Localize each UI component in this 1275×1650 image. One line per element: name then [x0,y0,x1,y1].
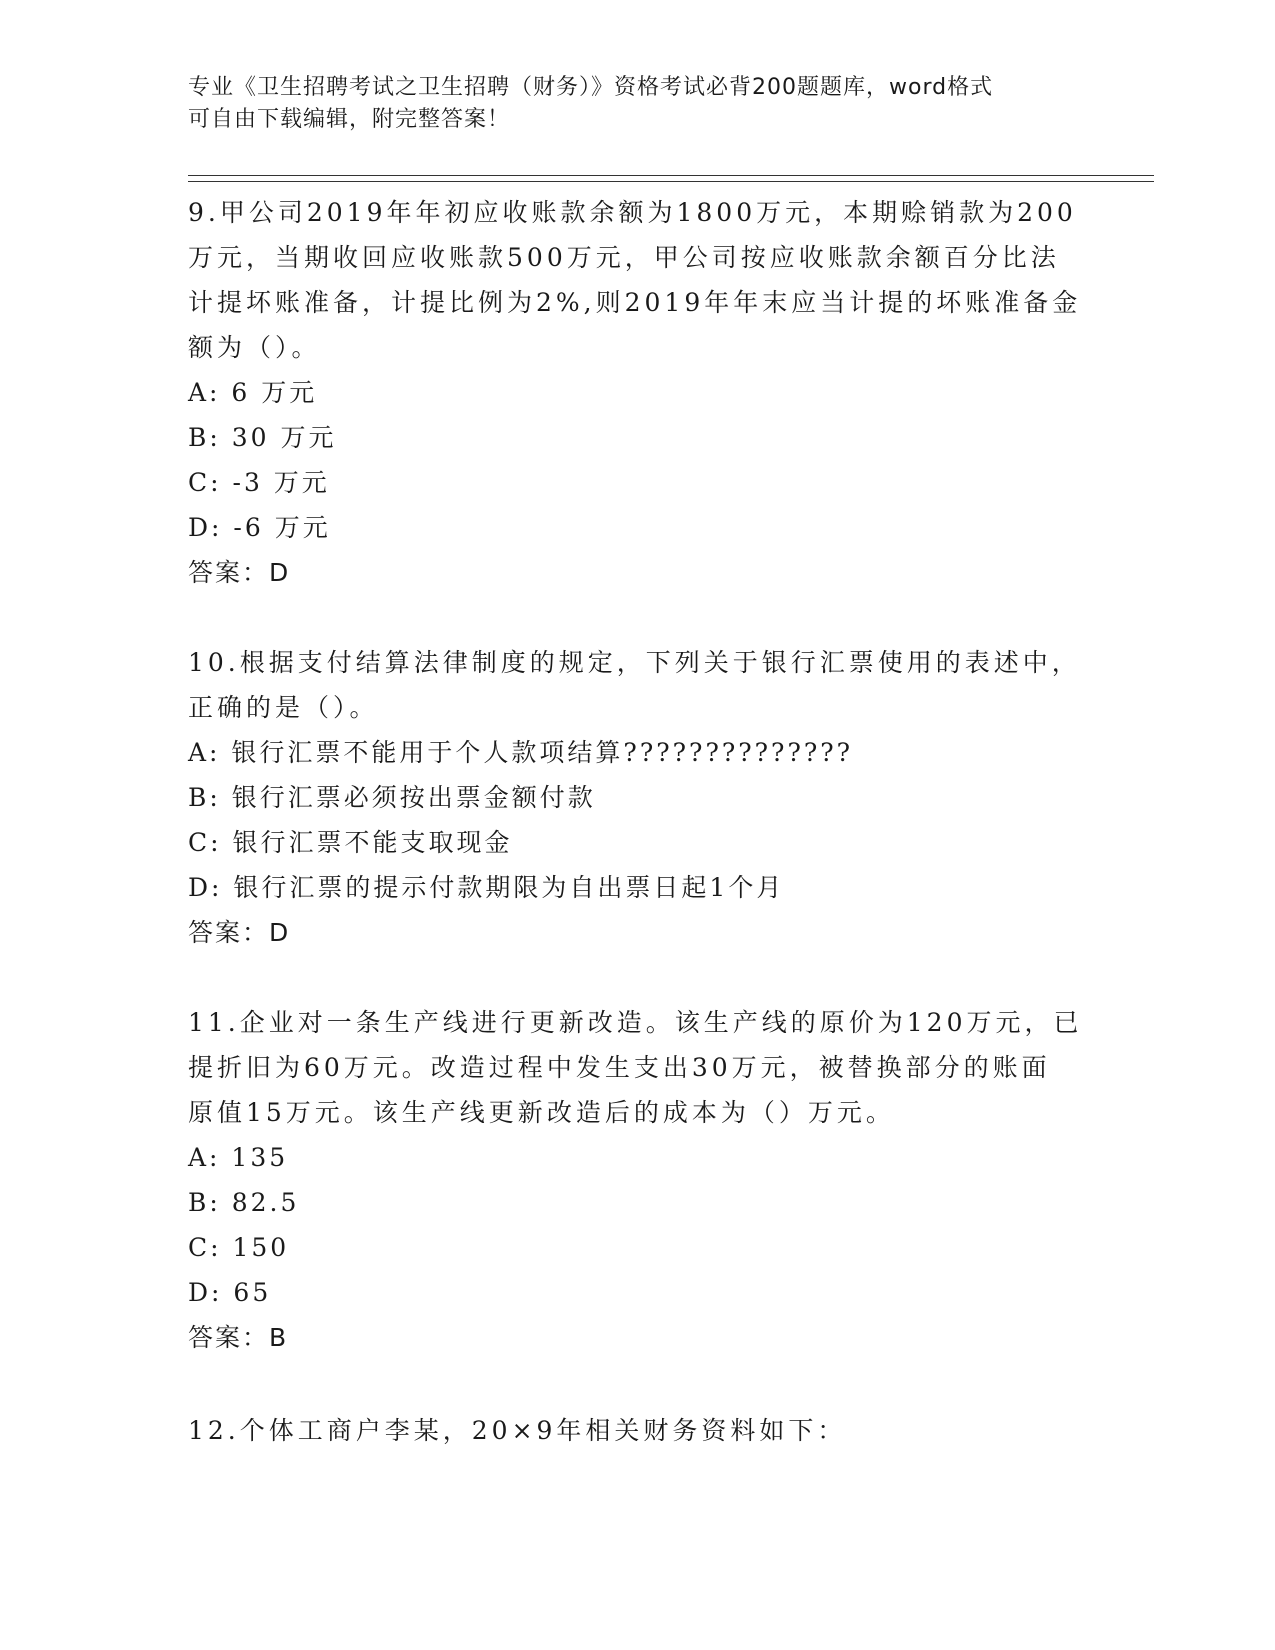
option-a: A: 6 万元 [188,378,318,407]
question-12 [188,1408,1088,1453]
question-stem-line: 12.个体工商户李某，20×9年相关财务资料如下： [188,1416,847,1445]
question-stem-line: 9.甲公司2019年年初应收账款余额为1800万元，本期赊销款为200 [188,198,1077,227]
option-a: A: 银行汇票不能用于个人款项结算?????????????? [188,738,854,767]
option-a: A: 135 [188,1143,289,1172]
question-stem-line: 10.根据支付结算法律制度的规定，下列关于银行汇票使用的表述中， [188,648,1081,677]
option-b: B: 银行汇票必须按出票金额付款 [188,783,596,812]
option-b: B: 30 万元 [188,423,337,452]
question-stem-line: 计提坏账准备，计提比例为2%,则2019年年末应当计提的坏账准备金 [188,288,1082,317]
option-b: B: 82.5 [188,1188,300,1217]
option-d: D: 65 [188,1278,272,1307]
option-c: C: 银行汇票不能支取现金 [188,828,513,857]
header-line-1: 专业《卫生招聘考试之卫生招聘（财务）》资格考试必背200题题库，word格式 [188,75,994,100]
header-line-2: 可自由下载编辑，附完整答案！ [188,107,511,132]
question-stem-line: 原值15万元。该生产线更新改造后的成本为（）万元。 [188,1098,895,1127]
document-header [188,72,1068,136]
header-divider-top [188,175,1154,176]
header-divider-bottom [188,181,1154,182]
question-stem-line: 提折旧为60万元。改造过程中发生支出30万元，被替换部分的账面 [188,1053,1051,1082]
question-stem-line: 11.企业对一条生产线进行更新改造。该生产线的原价为120万元，已 [188,1008,1083,1037]
answer-label: 答案：D [188,918,291,947]
option-c: C: -3 万元 [188,468,330,497]
question-stem-line: 万元，当期收回应收账款500万元，甲公司按应收账款余额百分比法 [188,243,1060,272]
option-d: D: 银行汇票的提示付款期限为自出票日起1个月 [188,873,785,902]
question-10 [188,640,1088,955]
option-c: C: 150 [188,1233,290,1262]
answer-label: 答案：D [188,558,291,587]
question-stem-line: 额为（）。 [188,333,321,362]
question-9 [188,190,1088,595]
option-d: D: -6 万元 [188,513,331,542]
question-11 [188,1000,1088,1360]
answer-label: 答案：B [188,1323,289,1352]
question-stem-line: 正确的是（）。 [188,693,379,722]
